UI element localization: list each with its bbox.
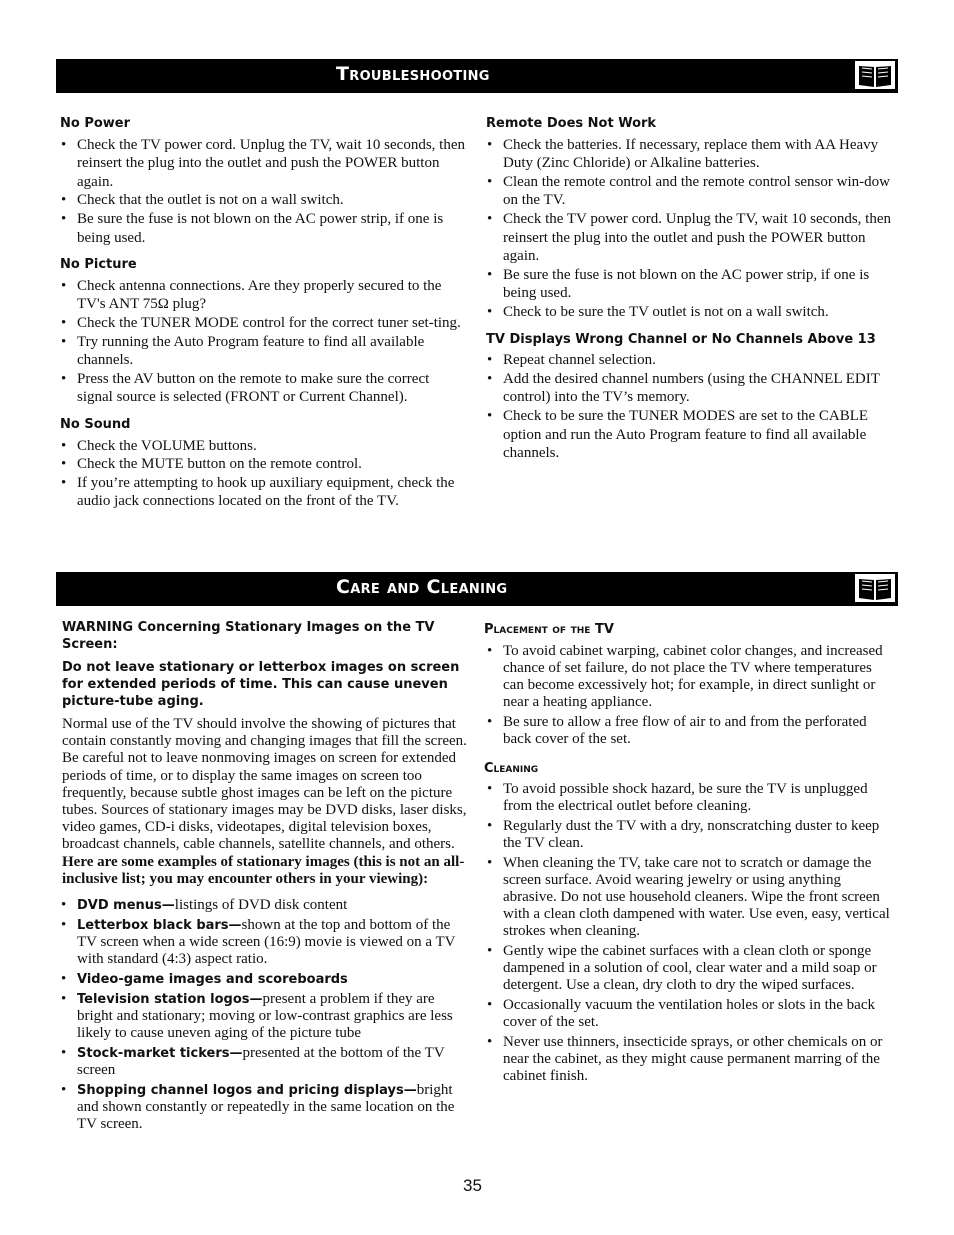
troubleshooting-left-column bbox=[56, 115, 468, 520]
troubleshooting-header bbox=[56, 59, 898, 93]
list-item: • Check to be sure the TV outlet is not on a wall switch. bbox=[482, 303, 892, 322]
list-item bbox=[56, 917, 468, 968]
list-item bbox=[56, 897, 468, 914]
list-item: • Check to be sure the TUNER MODES are set to the CABLE option and run the Auto Program feature to find all available channels. bbox=[482, 407, 892, 463]
remote-list bbox=[482, 136, 892, 322]
remote-heading: Remote Does Not Work bbox=[486, 116, 657, 131]
stationary-examples-list bbox=[56, 897, 468, 1133]
list-item: • Try running the Auto Program feature to find all available channels. bbox=[56, 333, 468, 370]
no-picture-list bbox=[56, 277, 468, 407]
book-icon bbox=[854, 60, 896, 90]
list-item: • Check antenna connections. Are they properly secured to the TV's ANT 75Ω plug? bbox=[56, 277, 468, 314]
example-text: shown at the top and bottom of the TV screen when a wide screen (16:9) movie is viewed on a TV with standard (4:3) aspect ratio. bbox=[77, 917, 456, 968]
example-label: Shopping channel logos and pricing displays— bbox=[77, 1083, 417, 1099]
warning-label: WARNING bbox=[62, 620, 134, 635]
no-sound-list bbox=[56, 437, 468, 511]
list-item bbox=[56, 971, 468, 988]
example-label: Stock-market tickers— bbox=[77, 1046, 243, 1062]
list-item: • If you’re attempting to hook up auxiliary equipment, check the audio jack connections located on the front of the TV. bbox=[56, 474, 468, 511]
cleaning-list bbox=[482, 781, 896, 1085]
warning-paragraph bbox=[62, 716, 468, 888]
example-label: DVD menus— bbox=[77, 898, 175, 914]
care-header bbox=[56, 572, 898, 606]
cleaning-heading: Cleaning bbox=[484, 760, 539, 776]
example-text: listings of DVD disk content bbox=[174, 897, 348, 914]
list-item: • Check the MUTE button on the remote control. bbox=[56, 455, 468, 474]
example-label: Letterbox black bars— bbox=[77, 918, 242, 934]
wrong-channel-heading: TV Displays Wrong Channel or No Channels Above 13 bbox=[486, 331, 876, 347]
list-item: • Check the TV power cord. Unplug the TV, wait 10 seconds, then reinsert the plug into the outlet and push the POWER button again. bbox=[56, 136, 468, 192]
list-item: • Occasionally vacuum the ventilation holes or slots in the back cover of the set. bbox=[482, 997, 896, 1031]
no-power-list bbox=[56, 136, 468, 248]
no-picture-heading: No Picture bbox=[60, 257, 137, 273]
no-power-heading: No Power bbox=[60, 116, 131, 131]
paragraph-bold-text: Here are some examples of stationary images (this is not an all-inclusive list; you may encounter others in your viewing): bbox=[62, 853, 465, 887]
list-item bbox=[56, 991, 468, 1042]
list-item: • Check the batteries. If necessary, replace them with AA Heavy Duty (Zinc Chloride) or Alkaline batteries. bbox=[482, 136, 892, 173]
list-item: • Check the TV power cord. Unplug the TV, wait 10 seconds, then reinsert the plug into the outlet and push the POWER button again. bbox=[482, 210, 892, 266]
placement-heading: Placement of the TV bbox=[484, 622, 614, 637]
list-item: • Check that the outlet is not on a wall switch. bbox=[56, 191, 468, 210]
example-text: bright and shown constantly or repeatedly in the same location on the TV screen. bbox=[77, 1082, 455, 1133]
list-item: • Press the AV button on the remote to make sure the correct signal source is selected (FRONT or Current Channel). bbox=[56, 370, 468, 407]
placement-list bbox=[482, 643, 896, 748]
care-title: Care and Cleaning bbox=[336, 576, 508, 598]
page-number: 35 bbox=[463, 1176, 482, 1195]
list-item: • Gently wipe the cabinet surfaces with a clean cloth or sponge dampened in a solution of cool, clear water and a mild soap or detergent. Use a clean, dry cloth to dry the wiped surfaces. bbox=[482, 943, 896, 994]
example-text: presented at the bottom of the TV screen bbox=[77, 1045, 445, 1079]
list-item: • Check the TUNER MODE control for the correct tuner set-ting. bbox=[56, 314, 468, 333]
troubleshooting-right-column bbox=[482, 115, 892, 472]
wrong-channel-list bbox=[482, 351, 892, 463]
list-item bbox=[56, 1045, 468, 1079]
no-sound-heading: No Sound bbox=[60, 416, 131, 432]
warning-heading-rest: Concerning Stationary Images on the TV Screen: bbox=[62, 620, 435, 652]
care-left-column bbox=[56, 619, 468, 1142]
list-item: • To avoid possible shock hazard, be sure the TV is unplugged from the electrical outlet before cleaning. bbox=[482, 781, 896, 815]
warning-heading bbox=[62, 619, 468, 653]
list-item: • Be sure to allow a free flow of air to and from the perforated back cover of the set. bbox=[482, 714, 896, 748]
list-item: • Never use thinners, insecticide sprays, or other chemicals on or near the cabinet, as they might cause permanent marring of the cabinet finish. bbox=[482, 1034, 896, 1085]
example-label: Video-game images and scoreboards bbox=[77, 972, 348, 988]
example-text: present a problem if they are bright and stationary; moving or low-contrast graphics are less likely to cause uneven aging of the picture tube bbox=[77, 991, 453, 1042]
paragraph-text: Normal use of the TV should involve the showing of pictures that contain constantly moving and changing images that fill the screen. Be careful not to leave nonmoving images on screen for extended periods of time, or to display the same images on screen too frequently, because subtle ghost images can be left on the picture tubes. Sources of stationary images may be DVD disks, laser disks, video games, CD-i disks, videotapes, digital television boxes, broadcast channels, cable channels, satellite channels, and others. bbox=[62, 716, 467, 853]
list-item: • Be sure the fuse is not blown on the AC power strip, if one is being used. bbox=[56, 210, 468, 247]
book-icon bbox=[854, 573, 896, 603]
list-item bbox=[56, 1082, 468, 1133]
list-item: • Clean the remote control and the remote control sensor win-dow on the TV. bbox=[482, 173, 892, 210]
example-label: Television station logos— bbox=[77, 992, 263, 1008]
list-item: • Check the VOLUME buttons. bbox=[56, 437, 468, 456]
list-item: • Repeat channel selection. bbox=[482, 351, 892, 370]
list-item: • Add the desired channel numbers (using the CHANNEL EDIT control) into the TV’s memory. bbox=[482, 370, 892, 407]
list-item: • Regularly dust the TV with a dry, nonscratching duster to keep the TV clean. bbox=[482, 818, 896, 852]
warning-subheading: Do not leave stationary or letterbox images on screen for extended periods of time. This can cause uneven picture-tube aging. bbox=[62, 660, 460, 709]
list-item: • To avoid cabinet warping, cabinet color changes, and increased chance of set failure, do not place the TV where temperatures can become excessively hot; for example, in direct sunlight or near a heating appliance. bbox=[482, 643, 896, 711]
care-right-column bbox=[482, 621, 896, 1094]
list-item: • When cleaning the TV, take care not to scratch or damage the screen surface. Avoid wearing jewelry or using anything abrasive. Do not use household cleaners. Wipe the front screen with a clean cloth dampened with water. Use even, easy, vertical strokes when cleaning. bbox=[482, 855, 896, 940]
list-item: • Be sure the fuse is not blown on the AC power strip, if one is being used. bbox=[482, 266, 892, 303]
troubleshooting-title: Troubleshooting bbox=[336, 63, 490, 85]
